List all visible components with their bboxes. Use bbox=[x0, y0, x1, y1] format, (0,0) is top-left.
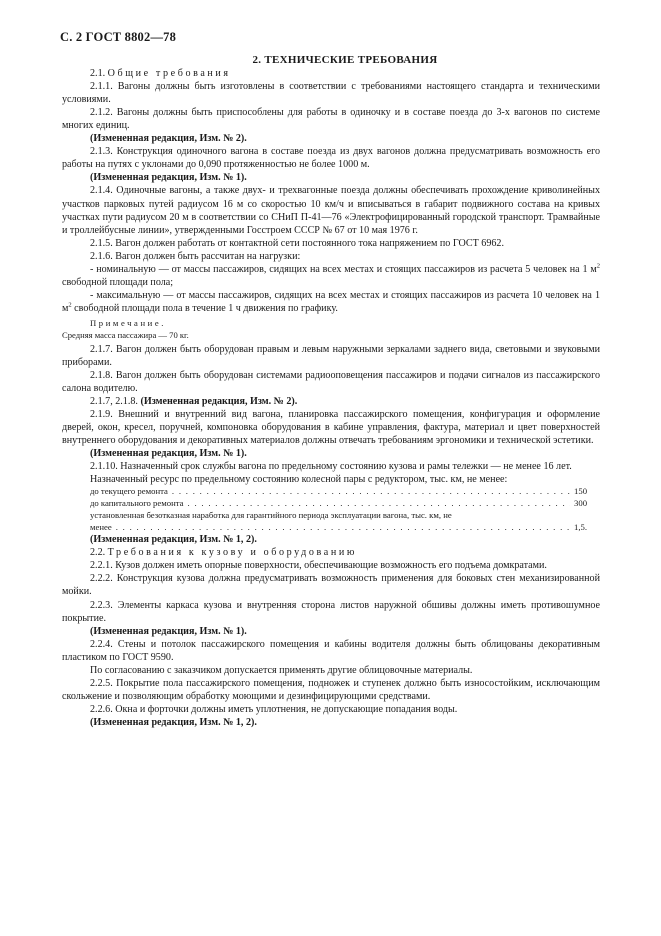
resource-label: менее bbox=[90, 521, 112, 532]
resource-current-row bbox=[62, 486, 600, 498]
superscript: 2 bbox=[596, 262, 600, 270]
load-max-text-end: свободной площади пола в течение 1 ч движения по графику. bbox=[71, 302, 338, 314]
resource-label: до текущего ремонта bbox=[90, 486, 168, 497]
dot-leader bbox=[188, 498, 570, 510]
section-title: 2. ТЕХНИЧЕСКИЕ ТРЕБОВАНИЯ bbox=[252, 54, 438, 66]
superscript: 2 bbox=[68, 301, 72, 309]
clause-2-1-10: 2.1.10. Назначенный срок службы вагона по предельному состоянию кузова и рамы тележки — не менее 16 лет. bbox=[90, 461, 572, 473]
clause-2-2-6: 2.2.6. Окна и форточки должны иметь уплотнения, не допускающие попадания воды. bbox=[90, 703, 458, 715]
amendment-note: (Измененная редакция, Изм. № 1). bbox=[90, 448, 247, 460]
clause-2-2-5: 2.2.5. Покрытие пола пассажирского помещения, подножек и ступенек должно быть износостойким, исключающим скольжение и позволяющим обработку моющими и дезинфицирующими средствами. bbox=[62, 677, 600, 702]
clause-2-1-8: 2.1.8. Вагон должен быть оборудован системами радиооповещения пассажиров и подачи сигналов из пассажирского салона водителю. bbox=[62, 370, 600, 395]
clause-2-1-7: 2.1.7. Вагон должен быть оборудован правым и левым наружными зеркалами заднего вида, световыми и звуковыми приборами. bbox=[62, 343, 600, 368]
resource-value: 1,5. bbox=[574, 521, 588, 532]
clause-2-2-1: 2.2.1. Кузов должен иметь опорные поверхности, обеспечивающие возможность его подъема домкратами. bbox=[90, 560, 547, 572]
resource-warranty-row bbox=[62, 522, 600, 534]
dot-leader bbox=[172, 486, 570, 498]
note-text: Средняя масса пассажира — 70 кг. bbox=[62, 329, 189, 340]
amendment-note: (Измененная редакция, Изм. № 2). bbox=[90, 133, 247, 145]
clause-2-2-2: 2.2.2. Конструкция кузова должна предусматривать возможность применения для боковых стен механизированной мойки. bbox=[62, 573, 600, 598]
clause-2-1-3: 2.1.3. Конструкция одиночного вагона в составе поезда из двух вагонов должна предусматривать возможность его работы на путях с уклонами до 0,090 протяженностью не более 1000 м. bbox=[62, 146, 600, 171]
amendment-note: (Измененная редакция, Изм. № 1, 2). bbox=[90, 716, 257, 728]
load-max-text: - максимальную — от массы пассажиров, сидящих на всех местах и стоящих пассажиров из расчета 10 человек на 1 м bbox=[62, 289, 600, 314]
clause-2-1-1: 2.1.1. Вагоны должны быть изготовлены в соответствии с требованиями настоящего стандарта и техническими условиями. bbox=[62, 81, 600, 106]
clause-title: Требования к кузову и оборудованию bbox=[107, 547, 357, 559]
document-body bbox=[62, 54, 600, 729]
clause-2-2-4-note: По согласованию с заказчиком допускается применять другие облицовочные материалы. bbox=[90, 664, 473, 676]
clause-2-1-5: 2.1.5. Вагон должен работать от контактной сети постоянного тока напряжением по ГОСТ 6962. bbox=[90, 237, 504, 249]
clause-2-1-2: 2.1.2. Вагоны должны быть приспособлены для работы в одиночку и в составе поезда до 3-х вагонов по системе многих единиц. bbox=[62, 107, 600, 132]
resource-intro: Назначенный ресурс по предельному состоянию колесной пары с редуктором, тыс. км, не менее: bbox=[90, 474, 508, 486]
clause-2-2 bbox=[62, 546, 600, 559]
load-nominal-text-end: свободной площади пола; bbox=[62, 276, 174, 288]
resource-value: 300 bbox=[574, 498, 588, 509]
clause-2-2-4: 2.2.4. Стены и потолок пассажирского помещения и кабины водителя должны быть облицованы декоративным пластиком по ГОСТ 9590. bbox=[62, 638, 600, 663]
clause-2-2-3: 2.2.3. Элементы каркаса кузова и внутренняя сторона листов наружной обшивы должны иметь противошумное покрытие. bbox=[62, 599, 600, 624]
clause-2-1-6: 2.1.6. Вагон должен быть рассчитан на нагрузки: bbox=[90, 250, 301, 262]
load-nominal-text: - номинальную — от массы пассажиров, сидящих на всех местах и стоящих пассажиров из расчета 5 человек на 1 м bbox=[90, 263, 597, 275]
clause-ref: 2.1.7, 2.1.8. bbox=[90, 396, 138, 408]
resource-value: 150 bbox=[574, 486, 588, 497]
clause-number: 2.1. bbox=[90, 68, 106, 80]
clause-2-1-4: 2.1.4. Одиночные вагоны, а также двух- и трехвагонные поезда должны обеспечивать прохождение криволинейных участков парковых путей радиусом 16 м со скоростью 10 км/ч и вписываться в габарит подвижного состава на кривых участках пути радиусом 20 м в соответствии со СНиП П-41—76 «Электрофицированный городской транспорт. Трамвайные и троллейбусные линии», утвержденными Госстроем СССР № 67 от 10 мая 1976 г. bbox=[62, 185, 600, 236]
resource-label: до капитального ремонта bbox=[90, 498, 184, 509]
resource-warranty-label: установленная безотказная наработка для гарантийного периода эксплуатации вагона, тыс. км, не bbox=[90, 509, 452, 520]
page-header: С. 2 ГОСТ 8802—78 bbox=[60, 30, 177, 44]
amendment-note: (Измененная редакция, Изм. № 1). bbox=[90, 172, 247, 184]
amendment-note: (Измененная редакция, Изм. № 1). bbox=[90, 625, 247, 637]
amendment-note: (Измененная редакция, Изм. № 1, 2). bbox=[90, 534, 257, 546]
clause-title: Общие требования bbox=[107, 68, 231, 80]
clause-2-1 bbox=[62, 67, 600, 80]
dot-leader bbox=[116, 522, 570, 534]
clause-number: 2.2. bbox=[90, 547, 106, 559]
resource-capital-row bbox=[62, 498, 600, 510]
note-title: Примечание. bbox=[90, 317, 167, 328]
amendment-note: (Измененная редакция, Изм. № 2). bbox=[140, 396, 298, 408]
amendment-ref bbox=[62, 395, 600, 408]
load-maximum bbox=[62, 289, 600, 315]
load-nominal bbox=[62, 263, 600, 289]
clause-2-1-9: 2.1.9. Внешний и внутренний вид вагона, планировка пассажирского помещения, конфигурация и оформление дверей, окон, кресел, поручней, компоновка оборудования в кабине управления, фактура, материал и цвет поверхностей внутреннего оборудования и декоративных материалов должны отвечать требованиям эргономики и технической эстетики. bbox=[62, 409, 600, 447]
